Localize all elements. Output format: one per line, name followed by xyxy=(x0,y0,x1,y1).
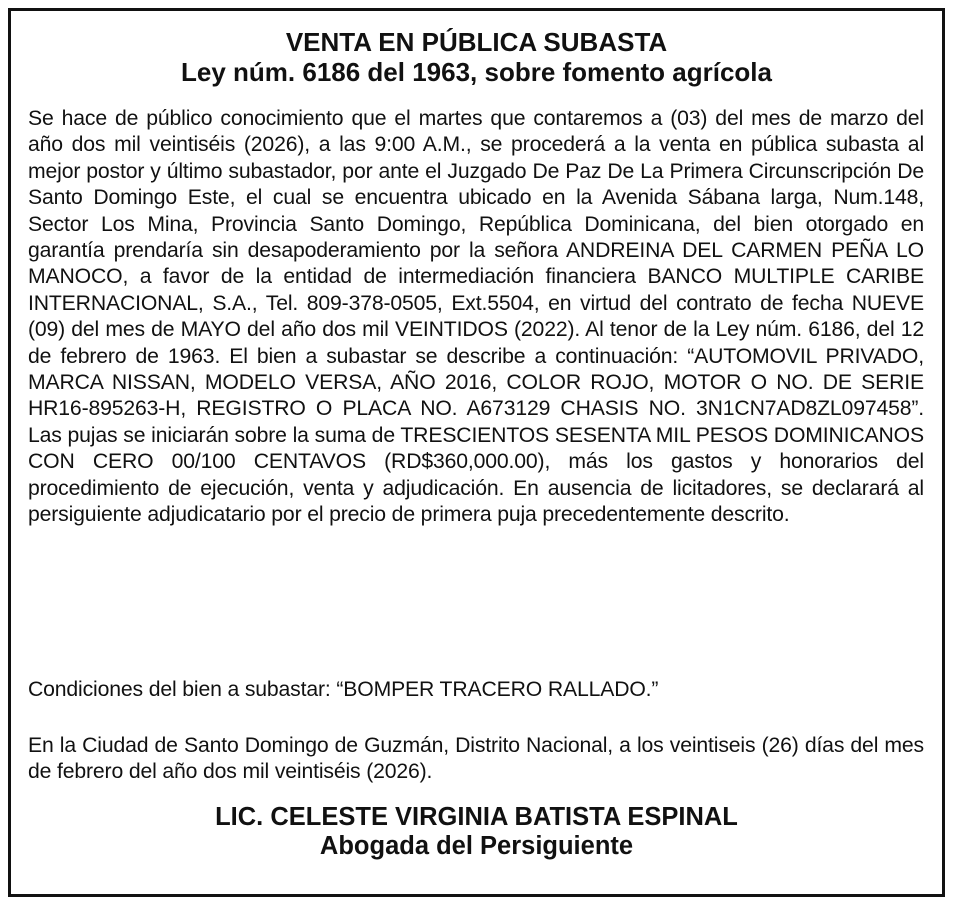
auction-notice xyxy=(8,8,945,897)
signer-name: LIC. CELESTE VIRGINIA BATISTA ESPINAL xyxy=(215,803,738,831)
signer-role: Abogada del Persiguiente xyxy=(319,832,634,860)
notice-title: VENTA EN PÚBLICA SUBASTA xyxy=(285,27,668,57)
notice-header xyxy=(11,27,942,87)
place-date-paragraph: En la Ciudad de Santo Domingo de Guzmán, Distrito Nacional, a los veintiseis (26) días del mes de febrero del año dos mil veintiséis (2026). xyxy=(28,734,924,784)
announcement-paragraph: Se hace de público conocimiento que el martes que contaremos a (03) del mes de marzo del año dos mil veintiséis (2026), a las 9:00 A.M., se procederá a la venta en pública subasta al mejor postor y último subastador, por ante el Juzgado De Paz De La Primera Circunscripción De Santo Domingo Este, el cual se encuentra ubicado en la Avenida Sábana larga, Num.148, Sector Los Mina, Provincia Santo Domingo, República Dominicana, del bien otorgado en garantía prendaría sin desapoderamiento por la señora ANDREINA DEL CARMEN PEÑA LO MANOCO, a favor de la entidad de intermediación financiera BANCO MULTIPLE CARIBE INTERNACIONAL, S.A., Tel. 809-378-0505, Ext.5504, en virtud del contrato de fecha NUEVE (09) del mes de MAYO del año dos mil VEINTIDOS (2022). Al tenor de la Ley núm. 6186, del 12 de febrero de 1963. El bien a subastar se describe a continuación: “AUTOMOVIL PRIVADO, MARCA NISSAN, MODELO VERSA, AÑO 2016, COLOR ROJO, MOTOR O NO. DE SERIE HR16-895263-H, REGISTRO O PLACA NO. A673129 CHASIS NO. 3N1CN7AD8ZL097458”. Las pujas se iniciarán sobre la suma de TRESCIENTOS SESENTA MIL PESOS DOMINICANOS CON CERO 00/100 CENTAVOS (RD$360,000.00), más los gastos y honorarios del procedimiento de ejecución, venta y adjudicación. En ausencia de licitadores, se declarará al persiguiente adjudicatario por el precio de primera puja precedentemente descrito. xyxy=(28,107,924,527)
signature-block xyxy=(11,803,942,861)
notice-subtitle: Ley núm. 6186 del 1963, sobre fomento agrícola xyxy=(181,57,772,87)
conditions-paragraph: Condiciones del bien a subastar: “BOMPER TRACERO RALLADO.” xyxy=(28,678,659,701)
